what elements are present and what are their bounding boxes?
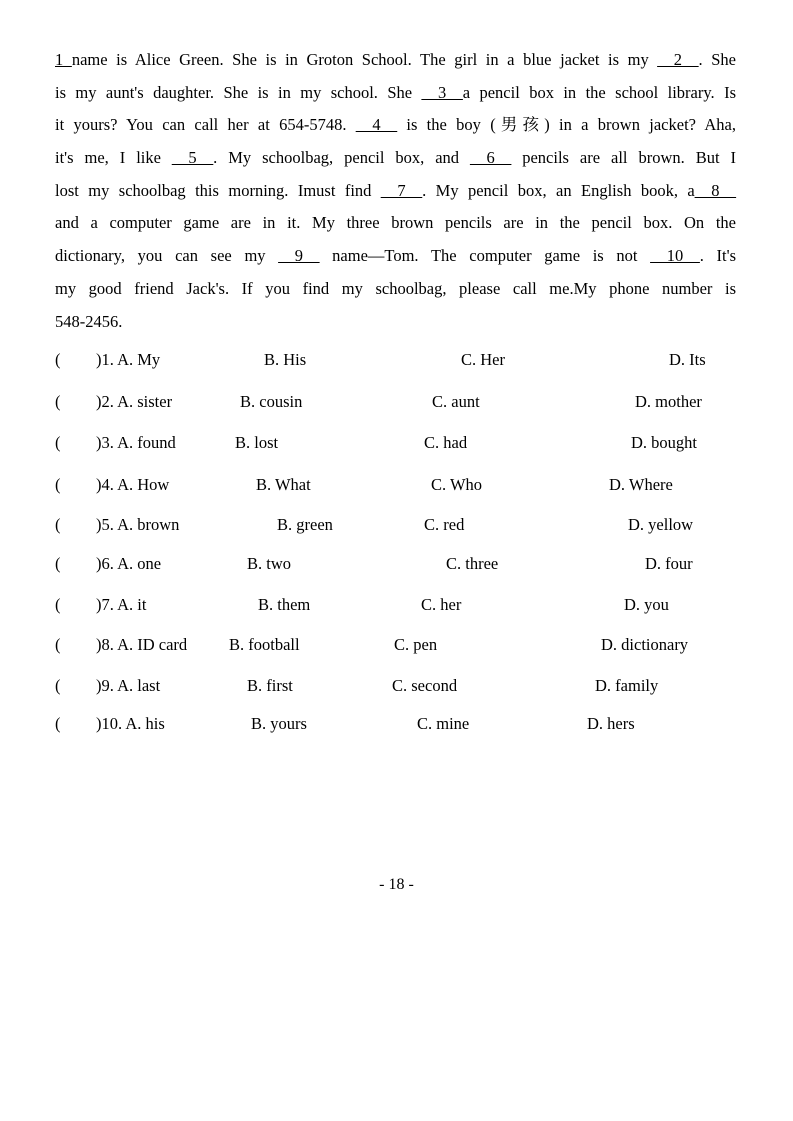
option-a: )5. A. brown (96, 515, 180, 534)
option-b: B. football (229, 635, 300, 654)
answer-bracket: ( (55, 433, 61, 452)
option-d: D. Where (609, 475, 673, 494)
passage-text: is the boy (男孩) in a brown jacket? Aha, (397, 115, 736, 135)
blank: __8__ (694, 180, 736, 200)
option-b: B. What (256, 475, 311, 494)
option-a: )1. A. My (96, 350, 161, 369)
passage-text: 548-2456. (55, 311, 123, 331)
passage-line (55, 273, 736, 306)
option-d: D. four (645, 554, 693, 573)
option-c: C. three (446, 554, 499, 573)
option-b: B. green (277, 515, 333, 534)
answer-bracket: ( (55, 392, 61, 411)
passage-text: a pencil box in the school library. Is (462, 82, 736, 102)
passage-line (55, 44, 736, 77)
question-row (55, 713, 755, 735)
passage-text: name—Tom. The computer game is not (319, 246, 651, 266)
question-row (55, 474, 755, 496)
option-b: B. lost (235, 433, 279, 452)
option-c: C. had (424, 433, 468, 452)
passage-text: . My schoolbag, pencil box, and (213, 148, 471, 168)
option-a: )10. A. his (96, 714, 165, 733)
option-c: C. Who (431, 475, 483, 494)
passage-text: lost my schoolbag this morning. Imust find (55, 180, 381, 200)
option-a: )9. A. last (96, 676, 161, 695)
blank: __3__ (421, 82, 463, 102)
option-a: )3. A. found (96, 433, 176, 452)
option-c: C. second (392, 676, 458, 695)
answer-bracket: ( (55, 595, 61, 614)
option-b: B. cousin (240, 392, 303, 411)
option-b: B. His (264, 350, 307, 369)
passage-line (55, 142, 736, 175)
passage-line (55, 175, 736, 208)
cloze-passage (55, 44, 736, 338)
answer-bracket: ( (55, 350, 61, 369)
passage-text: is my aunt's daughter. She is in my school. She (55, 82, 422, 102)
option-a: )4. A. How (96, 475, 170, 494)
blank: __4__ (355, 115, 398, 135)
answer-bracket: ( (55, 515, 61, 534)
question-row (55, 432, 755, 454)
blank: __9__ (278, 246, 320, 266)
option-d: D. yellow (628, 515, 694, 534)
option-b: B. them (258, 595, 311, 614)
option-b: B. first (247, 676, 293, 695)
passage-text: pencils are all brown. But I (511, 148, 736, 168)
passage-line (55, 306, 736, 339)
passage-line (55, 240, 736, 273)
answer-bracket: ( (55, 676, 61, 695)
question-row (55, 634, 755, 656)
passage-text: dictionary, you can see my (55, 246, 279, 266)
option-c: C. red (424, 515, 465, 534)
option-a: )8. A. ID card (96, 635, 188, 654)
option-a: )7. A. it (96, 595, 147, 614)
passage-line (55, 77, 736, 110)
option-d: D. bought (631, 433, 697, 452)
question-row (55, 349, 755, 371)
passage-text: it yours? You can call her at 654-5748. (55, 115, 356, 135)
question-row (55, 675, 755, 697)
question-row (55, 553, 755, 575)
answer-bracket: ( (55, 635, 61, 654)
question-row (55, 391, 755, 413)
blank: __10__ (650, 246, 700, 266)
option-d: D. dictionary (601, 635, 689, 654)
answer-bracket: ( (55, 475, 61, 494)
option-d: D. hers (587, 714, 635, 733)
passage-text: it's me, I like (55, 148, 172, 168)
page-number: - 18 - (379, 876, 414, 893)
question-row (55, 594, 755, 616)
blank: __7__ (380, 180, 423, 200)
option-d: D. family (595, 676, 659, 695)
blank: __5__ (171, 148, 214, 168)
blank: __6__ (470, 148, 512, 168)
option-d: D. you (624, 595, 669, 614)
option-d: D. Its (669, 350, 706, 369)
answer-bracket: ( (55, 714, 61, 733)
blank: 1 (55, 50, 72, 69)
option-c: C. her (421, 595, 462, 614)
passage-line (55, 109, 736, 142)
option-b: B. yours (251, 714, 307, 733)
option-a: )6. A. one (96, 554, 162, 573)
option-a: )2. A. sister (96, 392, 173, 411)
option-c: C. Her (461, 350, 505, 369)
passage-text: name is Alice Green. She is in Groton School. The girl in a blue jacket is my (71, 50, 658, 69)
blank: __2__ (657, 50, 699, 69)
option-c: C. pen (394, 635, 438, 654)
passage-line (55, 207, 736, 240)
passage-text: my good friend Jack's. If you find my schoolbag, please call me.My phone number is (55, 278, 736, 298)
option-d: D. mother (635, 392, 702, 411)
option-b: B. two (247, 554, 292, 573)
option-c: C. aunt (432, 392, 480, 411)
passage-text: . My pencil box, an English book, a (422, 180, 695, 200)
question-row (55, 514, 755, 536)
option-c: C. mine (417, 714, 470, 733)
passage-text: . She (698, 50, 737, 69)
passage-text: and a computer game are in it. My three brown pencils are in the pencil box. On the (55, 213, 736, 233)
passage-text: . It's (699, 246, 736, 266)
answer-bracket: ( (55, 554, 61, 573)
